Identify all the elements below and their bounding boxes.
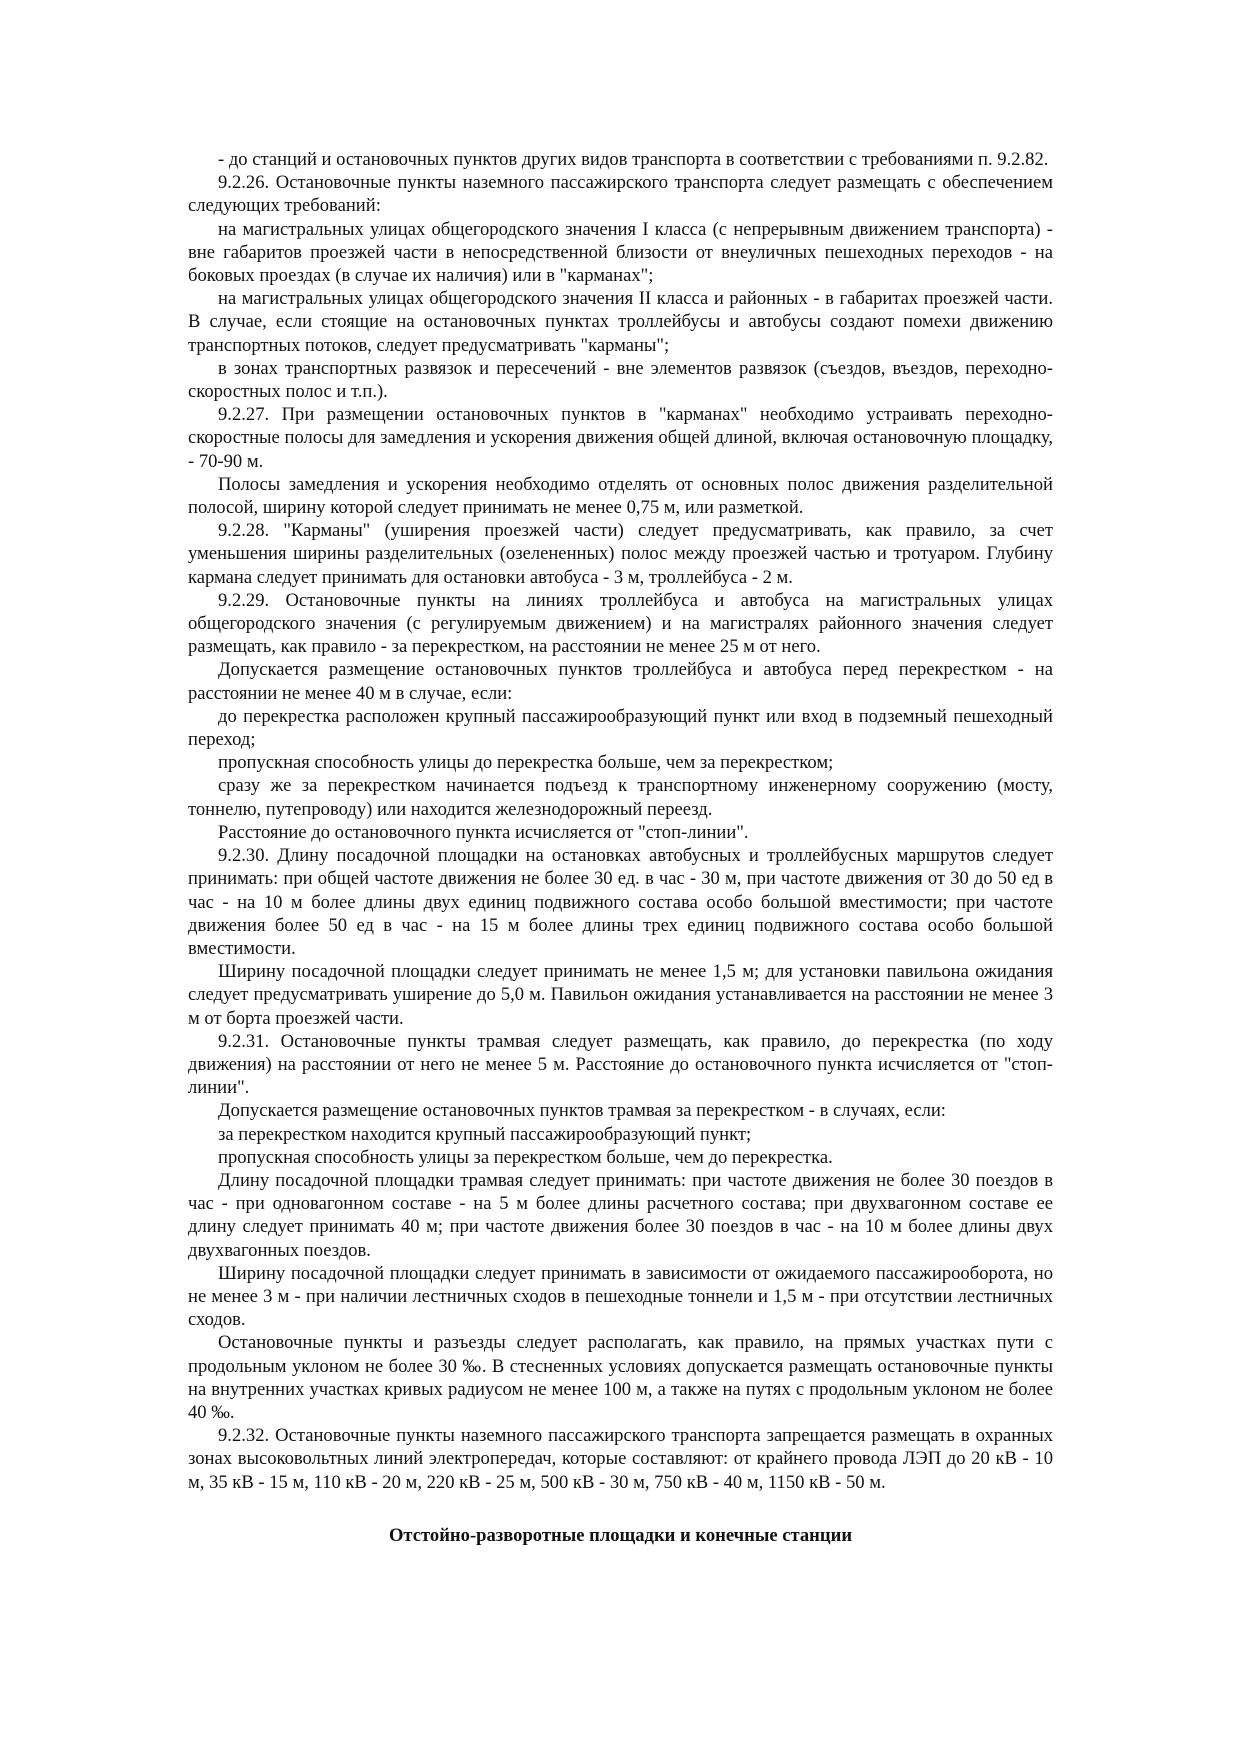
paragraph: Остановочные пункты и разъезды следует располагать, как правило, на прямых участках пути с продольным уклоном не более 30 ‰. В стесненных условиях допускается размещать остановочные пункты на внутренних участках кривых радиусом не менее 100 м, а также на путях с продольным уклоном не более 40 ‰. (188, 1332, 1053, 1423)
paragraph: 9.2.30. Длину посадочной площадки на остановках автобусных и троллейбусных маршрутов следует принимать: при общей частоте движения не более 30 ед. в час - 30 м, при частоте движения от 30 до 50 ед в час - на 10 м более длины двух единиц подвижного состава особо большой вместимости; при частоте движения более 50 ед в час - на 15 м более длины трех единиц подвижного состава особо большой вместимости. (188, 845, 1053, 959)
paragraph: Допускается размещение остановочных пунктов троллейбуса и автобуса перед перекрестком - на расстоянии не менее 40 м в случае, если: (188, 659, 1053, 704)
paragraph: в зонах транспортных развязок и пересечений - вне элементов развязок (съездов, въездов, переходно-скоростных полос и т.п.). (188, 357, 1053, 403)
paragraph: Расстояние до остановочного пункта исчисляется от "стоп-линии". (218, 821, 749, 843)
paragraph: - до станций и остановочных пунктов других видов транспорта в соответствии с требованиями п. 9.2.82. (218, 149, 1049, 170)
paragraph: Полосы замедления и ускорения необходимо отделять от основных полос движения разделительной полосой, ширину которой следует принимать не менее 0,75 м, или разметкой. (188, 473, 1053, 519)
paragraph: 9.2.29. Остановочные пункты на линиях троллейбуса и автобуса на магистральных улицах общегородского значения (с регулируемым движением) и на магистралях районного значения следует размещать, как правило - за перекрестком, на расстоянии не менее 25 м от него. (188, 589, 1053, 658)
paragraph: пропускная способность улицы за перекрестком больше, чем до перекрестка. (218, 1146, 833, 1168)
section-heading: Отстойно-разворотные площадки и конечные станции (388, 1524, 853, 1546)
paragraph: Ширину посадочной площадки следует принимать не менее 1,5 м; для установки павильона ожидания следует предусматривать уширение до 5,0 м. Павильон ожидания устанавливается на расстоянии не менее 3 м от борта проезжей части. (188, 961, 1053, 1029)
paragraph: 9.2.26. Остановочные пункты наземного пассажирского транспорта следует размещать с обеспечением следующих требований: (188, 172, 1053, 217)
paragraph: пропускная способность улицы до перекрестка больше, чем за перекрестком; (218, 752, 834, 774)
paragraph: на магистральных улицах общегородского значения II класса и районных - в габаритах проезжей части. В случае, если стоящие на остановочных пунктах троллейбусы и автобусы создают помехи движению транспортных потоков, следует предусматривать "карманы"; (188, 288, 1053, 356)
paragraph: Допускается размещение остановочных пунктов трамвая за перекрестком - в случаях, если: (218, 1100, 946, 1122)
paragraph: 9.2.31. Остановочные пункты трамвая следует размещать, как правило, до перекрестка (по ходу движения) на расстоянии от него не менее 5 м. Расстояние до остановочного пункта исчисляется от "стоп-линии". (188, 1030, 1053, 1099)
paragraph: Ширину посадочной площадки следует принимать в зависимости от ожидаемого пассажирооборота, но не менее 3 м - при наличии лестничных сходов в пешеходные тоннели и 1,5 м - при отсутствии лестничных сходов. (188, 1262, 1053, 1331)
paragraph: на магистральных улицах общегородского значения I класса (с непрерывным движением транспорта) - вне габаритов проезжей части в непосредственной близости от внеуличных пешеходных переходов - на боковых проездах (в случае их наличия) или в "карманах"; (188, 218, 1053, 287)
paragraph: Длину посадочной площадки трамвая следует принимать: при частоте движения не более 30 поездов в час - при одновагонном составе - на 5 м более длины расчетного состава; при двухвагонном составе ее длину следует принимать 40 м; при частоте движения более 30 поездов в час - на 10 м более длины двух двухвагонных поездов. (188, 1169, 1053, 1261)
paragraph: 9.2.28. "Карманы" (уширения проезжей части) следует предусматривать, как правило, за счет уменьшения ширины разделительных (озелененных) полос между проезжей частью и тротуаром. Глубину кармана следует принимать для остановки автобуса - 3 м, троллейбуса - 2 м. (188, 520, 1053, 588)
paragraph: 9.2.27. При размещении остановочных пунктов в "карманах" необходимо устраивать переходно-скоростные полосы для замедления и ускорения движения общей длиной, включая остановочную площадку, - 70-90 м. (188, 404, 1053, 472)
document-page (188, 148, 1053, 1547)
paragraph: сразу же за перекрестком начинается подъезд к транспортному инженерному сооружению (мосту, тоннелю, путепроводу) или находится железнодорожный переезд. (188, 775, 1053, 820)
paragraph: 9.2.32. Остановочные пункты наземного пассажирского транспорта запрещается размещать в охранных зонах высоковольтных линий электропередач, которые составляют: от крайнего провода ЛЭП до 20 кВ - 10 м, 35 кВ - 15 м, 110 кВ - 20 м, 220 кВ - 25 м, 500 кВ - 30 м, 750 кВ - 40 м, 1150 кВ - 50 м. (188, 1425, 1053, 1493)
paragraph: до перекрестка расположен крупный пассажирообразующий пункт или вход в подземный пешеходный переход; (188, 705, 1053, 751)
paragraph: за перекрестком находится крупный пассажирообразующий пункт; (218, 1123, 752, 1145)
